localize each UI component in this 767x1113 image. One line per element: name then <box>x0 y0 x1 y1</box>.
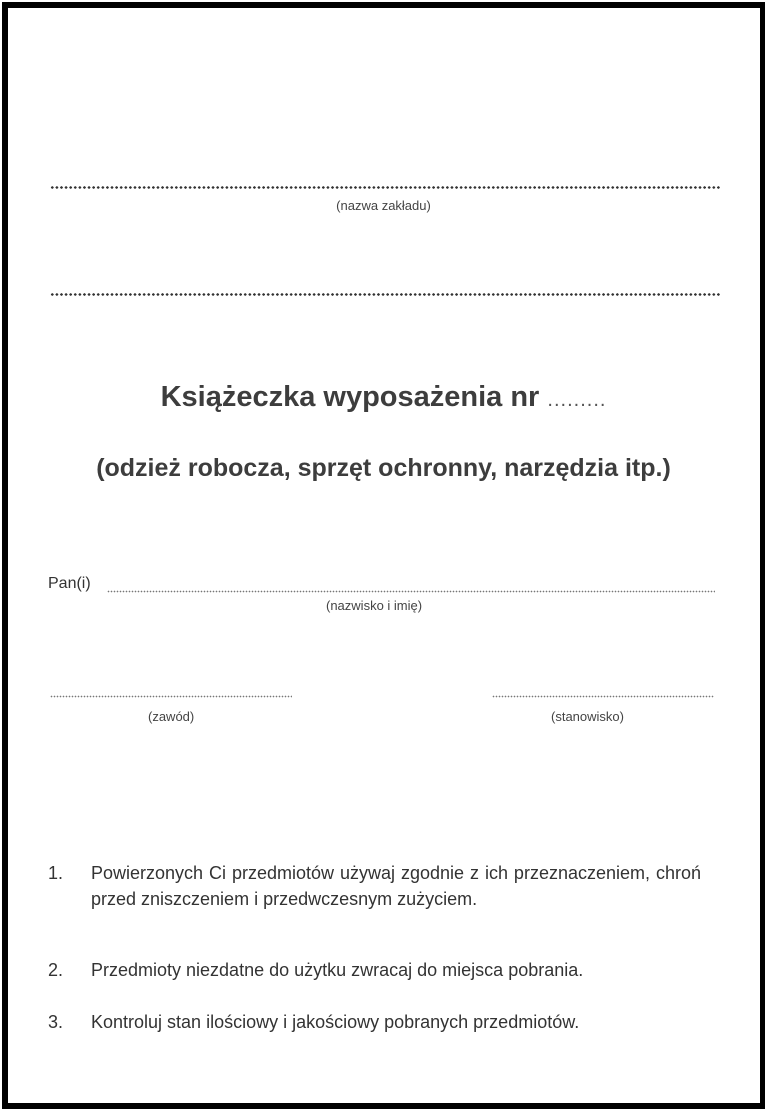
rule-text: Kontroluj stan ilościowy i jakościowy pobranych przedmiotów. <box>91 1012 580 1032</box>
company-second-line[interactable] <box>50 293 720 296</box>
profession-line[interactable] <box>50 695 292 698</box>
document-title <box>0 381 767 414</box>
rule-item-2 <box>48 957 728 983</box>
person-label: Pan(i) <box>48 575 91 592</box>
rule-number: 2. <box>48 960 64 980</box>
rule-item-1 <box>48 860 728 912</box>
rule-text: Przedmioty niezdatne do użytku zwracaj do miejsca pobrania. <box>91 960 584 980</box>
rule-text: Powierzonych Ci przedmiotów używaj zgodnie z ich przeznaczeniem, chroń przed zniszczeniem i przedwczesnym zużyciem. <box>91 863 701 909</box>
company-name-line[interactable] <box>50 186 720 189</box>
person-name-line[interactable] <box>107 590 715 593</box>
book-number-field[interactable]: ......... <box>547 389 607 411</box>
position-line[interactable] <box>492 695 714 698</box>
rule-item-3 <box>48 1009 728 1035</box>
rule-number: 1. <box>48 863 64 883</box>
position-caption: (stanowisko) <box>551 709 624 724</box>
company-name-caption: (nazwa zakładu) <box>336 198 431 213</box>
title-text: Książeczka wyposażenia nr <box>160 381 540 413</box>
profession-caption: (zawód) <box>148 709 195 724</box>
person-name-caption: (nazwisko i imię) <box>326 598 423 613</box>
rule-number: 3. <box>48 1012 64 1032</box>
document-subtitle: (odzież robocza, sprzęt ochronny, narzędzia itp.) <box>96 454 671 482</box>
page-frame <box>2 2 765 1109</box>
